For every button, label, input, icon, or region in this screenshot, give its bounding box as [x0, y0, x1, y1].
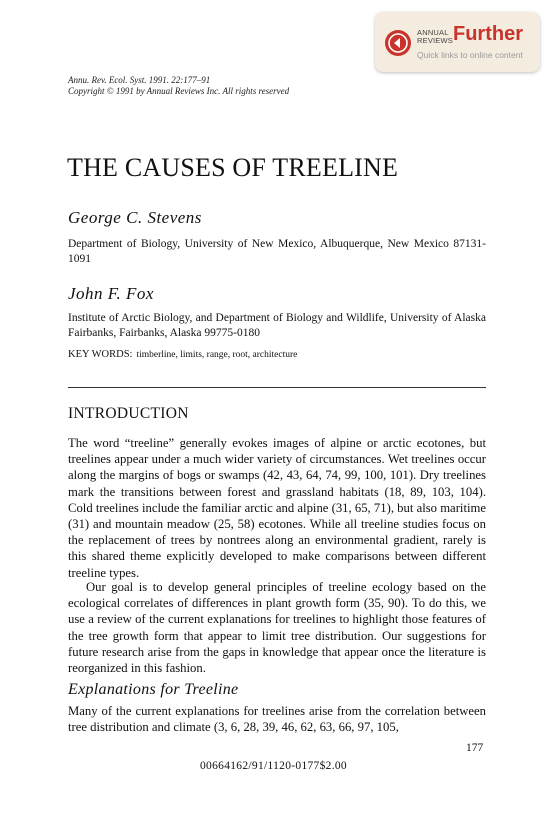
keywords-label: KEY WORDS:	[68, 349, 133, 360]
section-divider	[68, 387, 486, 388]
body-paragraph: The word “treeline” generally evokes images of alpine or arctic ecotones, but treelines appear under a much wider variety of circumstances. Wet treelines occur along the margins of bogs or swamps (42, 43, 64, 74, 99, 100, 101). Dry treelines mark the transitions between forest and grassland habitats (18, 89, 103, 104). Cold treelines include the familiar arctic and alpine (31, 65, 71), but also maritime (31) and mountain meadow (25, 58) ecotones. While all treeline studies focus on the replacement of trees by nontrees along an environmental gradient, rarely is this shared theme explicitly developed to make comparisons between different treeline types.	[68, 436, 486, 580]
body-paragraph: Many of the current explanations for treelines arise from the correlation between tree distribution and climate (3, 6, 28, 39, 46, 62, 63, 66, 97, 105,	[68, 704, 486, 735]
page-number: 177	[466, 742, 484, 754]
author-name: George C. Stevens	[68, 208, 202, 227]
copyright: Copyright © 1991 by Annual Reviews Inc. All rights reserved	[68, 86, 290, 96]
citation: Annu. Rev. Ecol. Syst. 1991. 22:177–91	[68, 75, 211, 85]
author-name: John F. Fox	[68, 284, 154, 303]
subsection-heading: Explanations for Treeline	[68, 681, 239, 698]
journal-header	[68, 75, 289, 97]
badge-publisher-label	[417, 29, 453, 45]
badge-line2: REVIEWS	[417, 36, 453, 45]
badge-brand: Further	[453, 23, 523, 45]
speaker-play-icon	[385, 30, 411, 56]
keywords-value: timberline, limits, range, root, architecture	[136, 350, 298, 360]
footer-code: 00664162/91/1120-0177$2.00	[200, 760, 347, 772]
section-heading: INTRODUCTION	[68, 405, 189, 422]
badge-line1: ANNUAL	[417, 28, 449, 37]
annual-reviews-further-badge[interactable]	[375, 12, 540, 72]
author-affiliation: Institute of Arctic Biology, and Department of Biology and Wildlife, University of Alaska Fairbanks, Fairbanks, Alaska 99775-0180	[68, 312, 486, 339]
keywords	[68, 349, 297, 360]
paper-title: THE CAUSES OF TREELINE	[67, 153, 399, 182]
body-paragraph: Our goal is to develop general principles of treeline ecology based on the ecological correlates of differences in plant growth form (35, 90). To do this, we use a review of the current explanations for treelines to highlight those features of the tree growth form that appear to limit tree distribution. Our suggestions for future research arise from the gaps in knowledge that appear once the literature is reorganized in this fashion.	[68, 580, 486, 676]
badge-subtitle: Quick links to online content	[417, 50, 523, 60]
author-affiliation: Department of Biology, University of New Mexico, Albuquerque, New Mexico 87131-1091	[68, 238, 486, 265]
